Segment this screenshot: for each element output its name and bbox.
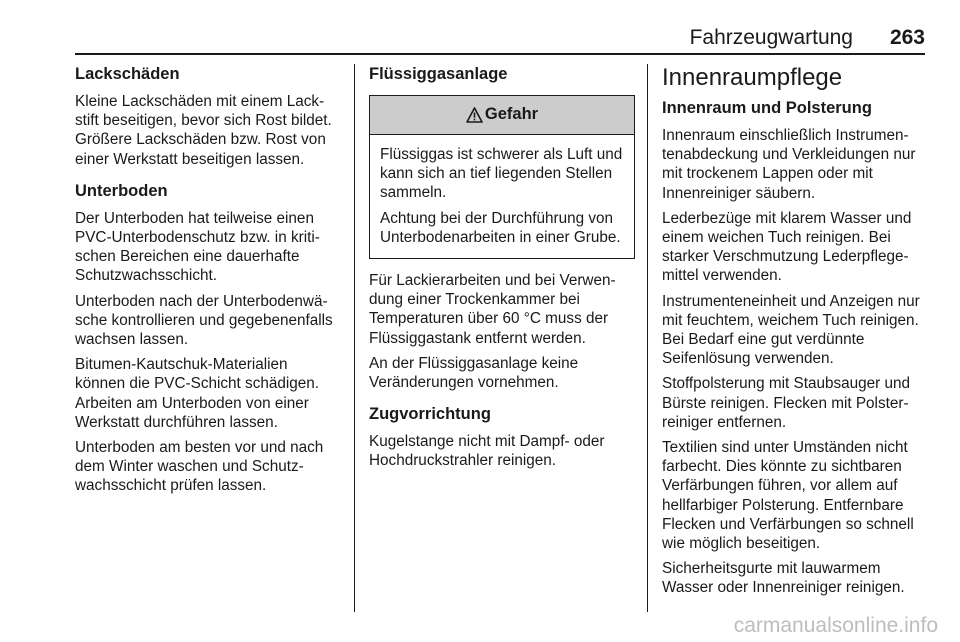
warning-body [370,135,634,258]
chapter-title-innenraumpflege: Innenraumpflege [662,64,843,91]
paragraph: Lederbezüge mit klarem Wasser und einem weichen Tuch reinigen. Bei starker Verschmutzung Lederpflegemittel verwenden. [662,209,912,285]
section-heading-fluessiggasanlage: Flüssiggasanlage [369,65,508,83]
section-heading-lackschaeden: Lackschäden [75,65,180,83]
header-rule [75,53,925,55]
page-number: 263 [889,26,925,49]
watermark: carmanualsonline.info [733,614,938,637]
paragraph: Instrumenteneinheit und Anzeigen nur mit feuchtem, weichem Tuch reinigen. Bei Bedarf eine gut verdünnte Seifenlösung verwenden. [662,292,920,368]
section-heading-innenraum: Innenraum und Polsterung [662,99,872,117]
section-heading-unterboden: Unterboden [75,181,168,200]
column-3 [662,64,928,604]
paragraph: Unterboden nach der Unterbodenwäsche kontrollieren und gegebenenfalls wachsen lassen. [75,292,333,349]
paragraph: Kugelstange nicht mit Dampf- oder Hochdruckstrahler reinigen. [369,433,605,470]
warning-triangle-icon [466,107,483,123]
warning-text: Achtung bei der Durchführung von Unterbodenarbeiten in einer Grube. [380,209,621,246]
column-divider-left [354,64,355,612]
column-2 [369,64,635,477]
paragraph: Innenraum einschließlich Instrumentenabdeckung und Verkleidungen nur mit trockenem Lappen oder mit Innenreiniger säubern. [662,127,916,202]
paragraph: Stoffpolsterung mit Staubsauger und Bürste reinigen. Flecken mit Polsterreiniger entfernen. [662,375,911,431]
paragraph: Bitumen-Kautschuk-Materialien können die PVC-Schicht schädigen. Arbeiten am Unterboden von einer Werkstatt durchführen lassen. [75,356,320,431]
paragraph: Textilien sind unter Umständen nicht farbecht. Dies könnte zu sichtbaren Verfärbungen führen, vor allem auf hellfarbiger Polsterung. Entfernbare Flecken und Verfärbungen so schnell wie möglich beseitigen. [662,439,914,553]
column-1 [75,64,341,502]
header-title: Fahrzeugwartung [689,26,853,49]
column-divider-right [647,64,648,612]
paragraph: Für Lackierarbeiten und bei Verwendung einer Trockenkammer bei Temperaturen über 60 °C muss der Flüssiggastank entfernt werden. [369,272,616,347]
warning-box [369,95,635,259]
section-heading-zugvorrichtung: Zugvorrichtung [369,405,491,424]
page-header [75,26,925,50]
warning-text: Flüssiggas ist schwerer als Luft und kann sich an tief liegenden Stellen sammeln. [380,146,623,202]
paragraph: An der Flüssiggasanlage keine Veränderungen vornehmen. [369,354,579,392]
paragraph: Unterboden am besten vor und nach dem Winter waschen und Schutzwachsschicht prüfen lassen. [75,439,324,495]
paragraph: Kleine Lackschäden mit einem Lackstift beseitigen, bevor sich Rost bildet. Größere Lackschäden bzw. Rost von einer Werkstatt beseitigen lassen. [75,93,332,168]
warning-title: Gefahr [484,105,539,124]
warning-header [370,96,634,135]
paragraph: Der Unterboden hat teilweise einen PVC-Unterbodenschutz bzw. in kritischen Bereichen eine dauerhafte Schutzwachsschicht. [75,209,320,285]
paragraph: Sicherheitsgurte mit lauwarmem Wasser oder Innenreiniger reinigen. [662,560,905,597]
